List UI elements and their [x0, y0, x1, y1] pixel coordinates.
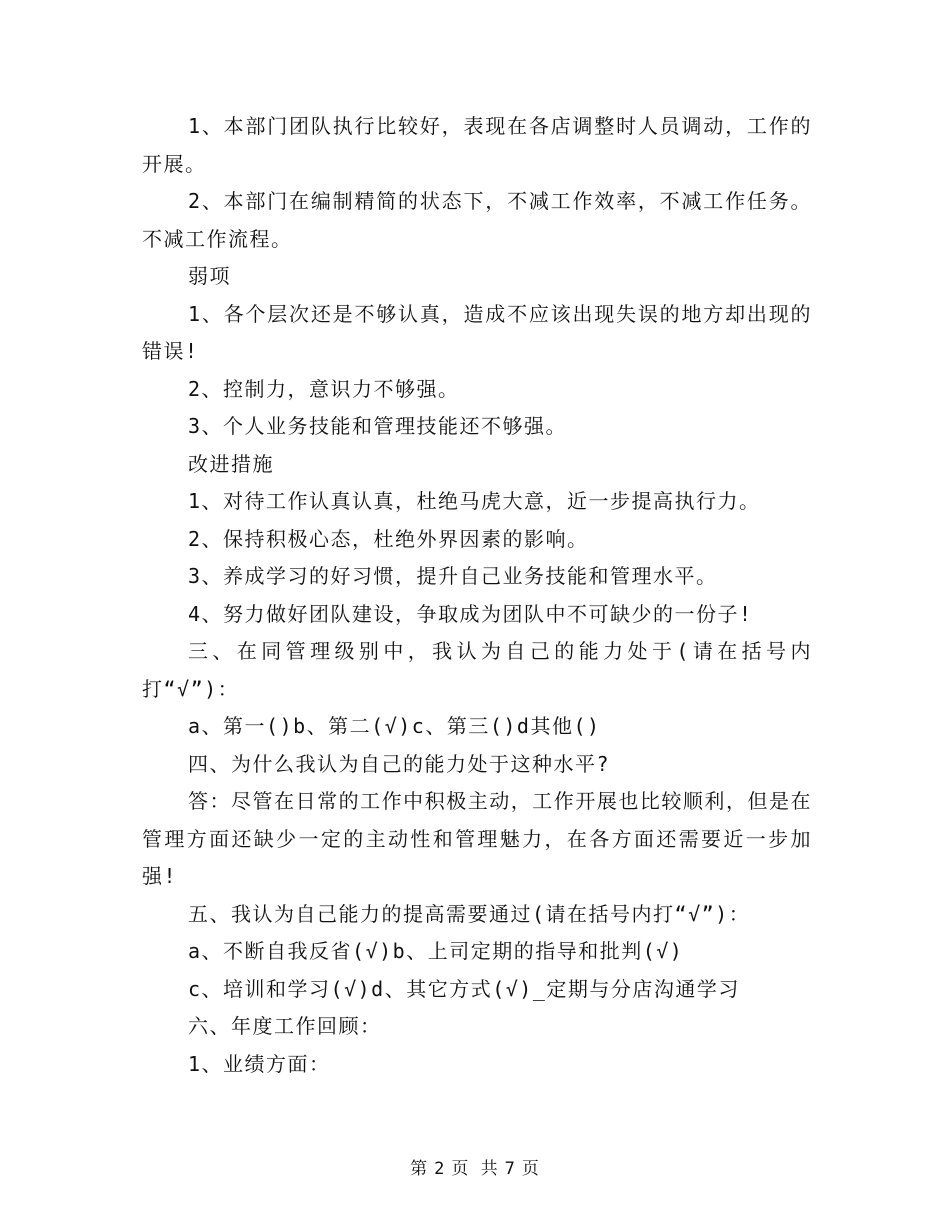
paragraph: 3、养成学习的好习惯，提升自己业务技能和管理水平。 [188, 564, 718, 588]
page-number: 2 [434, 1159, 446, 1179]
paragraph: 2、控制力，意识力不够强。 [188, 376, 460, 401]
paragraph: 1、本部门团队执行比较好，表现在各店调整时人员调动，工作的开展。 [142, 114, 812, 176]
footer-middle: 页 共 [451, 1159, 499, 1179]
paragraph: 2、本部门在编制精简的状态下，不减工作效率，不减工作任务。不减工作流程。 [142, 189, 812, 251]
question-five: 五、我认为自己能力的提高需要通过(请在括号内打“√”)： [188, 901, 751, 926]
section-heading-improvements: 改进措施 [188, 451, 274, 476]
section-heading-annual-review: 六、年度工作回顾： [188, 1014, 382, 1038]
section-heading-weaknesses: 弱项 [188, 264, 231, 288]
paragraph: 2、保持积极心态，杜绝外界因素的影响。 [188, 526, 589, 551]
question-four-answer: 答：尽管在日常的工作中积极主动，工作开展也比较顺利，但是在管理方面还缺少一定的主动性和管理魅力，在各方面还需要近一步加强! [142, 789, 812, 888]
page-total: 7 [504, 1159, 516, 1179]
question-five-options: a、不断自我反省(√)b、上司定期的指导和批判(√) [188, 939, 684, 963]
question-five-options: c、培训和学习(√)d、其它方式(√)_定期与分店沟通学习 [188, 976, 740, 1001]
paragraph: 1、各个层次还是不够认真，造成不应该出现失误的地方却出现的错误! [142, 301, 812, 363]
paragraph: 1、业绩方面： [188, 1051, 331, 1076]
page-footer [0, 1154, 950, 1179]
document-body [142, 108, 812, 1083]
paragraph: 3、个人业务技能和管理技能还不够强。 [188, 414, 568, 438]
question-three: 三、在同管理级别中，我认为自己的能力处于(请在括号内打“√”)： [142, 639, 812, 701]
paragraph: 1、对待工作认真认真，杜绝马虎大意，近一步提高执行力。 [188, 489, 761, 513]
question-three-options: a、第一()b、第二(√)c、第三()d其他() [188, 714, 601, 738]
footer-prefix: 第 [410, 1159, 429, 1179]
footer-suffix: 页 [521, 1159, 540, 1179]
question-four: 四、为什么我认为自己的能力处于这种水平? [188, 751, 611, 776]
paragraph: 4、努力做好团队建设，争取成为团队中不可缺少的一份子! [188, 601, 753, 626]
